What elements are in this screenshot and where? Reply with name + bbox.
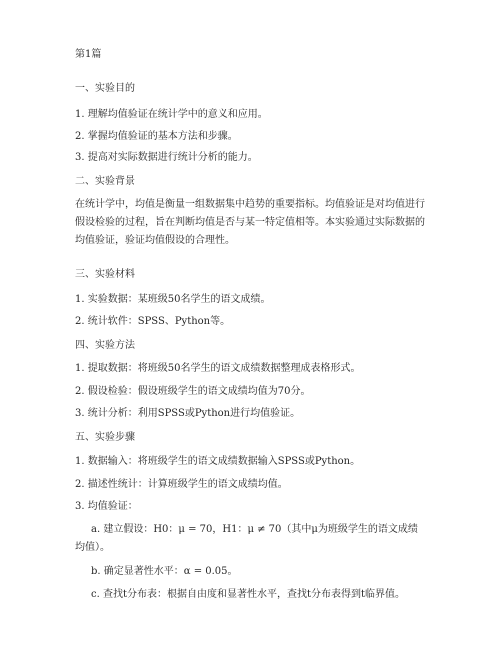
list-item: 2. 掌握均值验证的基本方法和步骤。 — [75, 131, 238, 142]
sub-list-item: b. 确定显著性水平：α = 0.05。 — [91, 566, 238, 577]
list-item: 1. 提取数据：将班级50名学生的语文成绩数据整理成表格形式。 — [75, 363, 361, 374]
section-heading-purpose: 一、实验目的 — [75, 83, 135, 94]
sub-list-item: c. 查找t分布表：根据自由度和显著性水平，查找t分布表得到t临界值。 — [91, 589, 406, 600]
list-item: 3. 统计分析：利用SPSS或Python进行均值验证。 — [75, 408, 301, 419]
section-heading-methods: 四、实验方法 — [75, 340, 135, 351]
list-item: 3. 提高对实际数据进行统计分析的能力。 — [75, 152, 258, 163]
section-heading-materials: 三、实验材料 — [75, 269, 135, 280]
background-paragraph: 在统计学中，均值是衡量一组数据集中趋势的重要指标。均值验证是对均值进行假设检验的过程，旨在判断均值是否与某一特定值相等。本实验通过实际数据的均值验证，验证均值假设的合理性。 — [75, 199, 425, 246]
list-item: 1. 数据输入：将班级学生的语文成绩数据输入SPSS或Python。 — [75, 456, 361, 467]
list-item: 3. 均值验证： — [75, 501, 138, 512]
part-title: 第1篇 — [75, 49, 102, 60]
sub-list-item: a. 建立假设：H0：μ = 70，H1：μ ≠ 70（其中μ为班级学生的语文成绩均值）。 — [75, 524, 418, 553]
list-item: 2. 描述性统计：计算班级学生的语文成绩均值。 — [75, 479, 288, 490]
list-item: 2. 统计软件：SPSS、Python等。 — [75, 316, 231, 327]
list-item: 2. 假设检验：假设班级学生的语文成绩均值为70分。 — [75, 386, 311, 397]
list-item: 1. 实验数据：某班级50名学生的语文成绩。 — [75, 294, 271, 305]
list-item: 1. 理解均值验证在统计学中的意义和应用。 — [75, 109, 268, 120]
section-heading-background: 二、实验背景 — [75, 176, 135, 187]
section-heading-steps: 五、实验步骤 — [75, 432, 135, 443]
